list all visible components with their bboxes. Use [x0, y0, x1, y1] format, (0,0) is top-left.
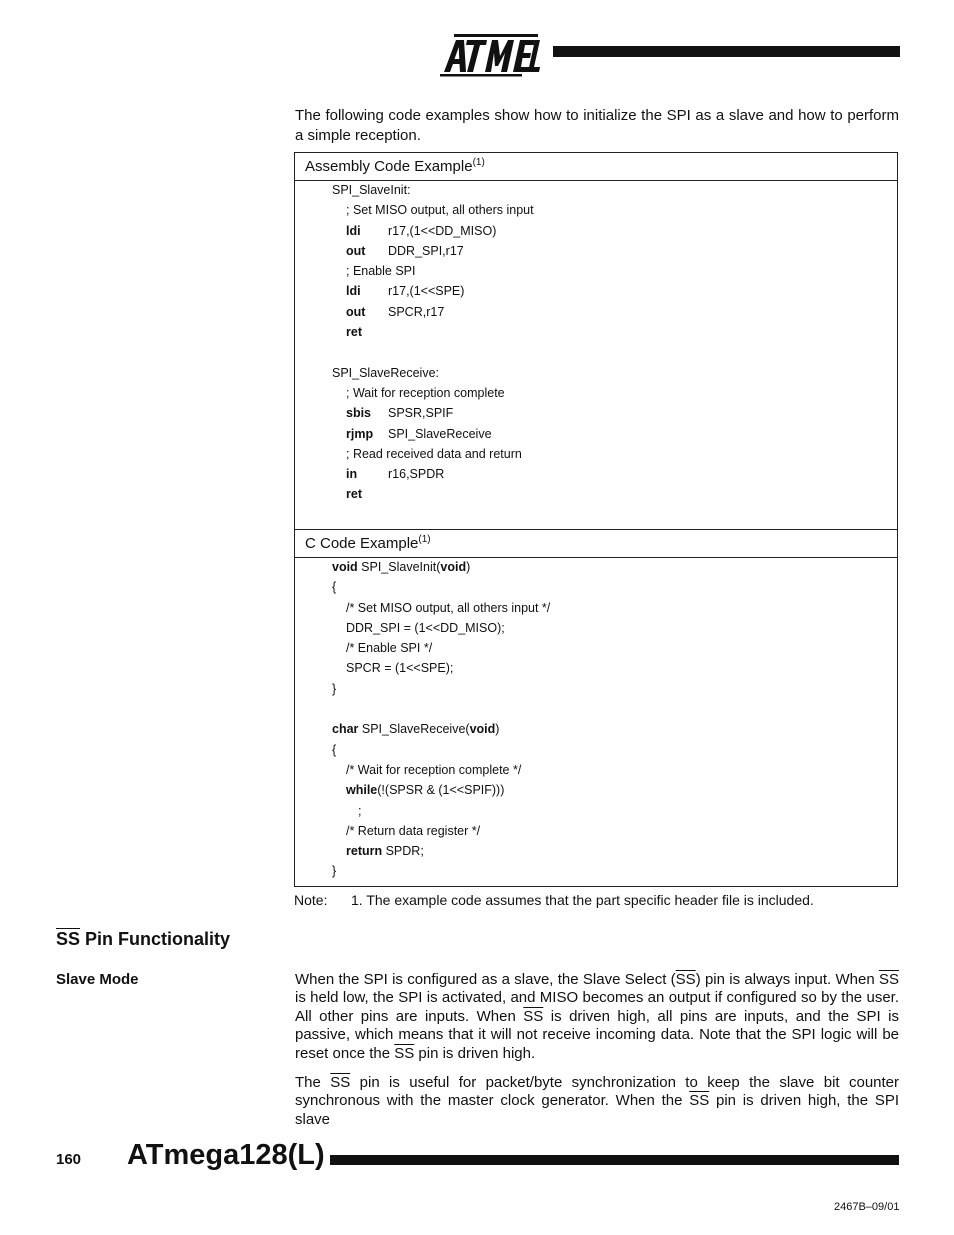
- code-instruction: [295, 484, 897, 504]
- paragraph-text: ) pin is always input. When: [695, 971, 879, 988]
- section-heading-signal: $\overline{SS}$: [56, 929, 81, 949]
- c-code-lines: [295, 557, 897, 882]
- paragraph-text: pin is useful for packet/byte synchronization to keep the slave bit counter synchronous with the master clock generator. When the: [295, 1074, 900, 1110]
- code-operand: SPI_SlaveReceive: [388, 426, 492, 441]
- body-paragraph: [295, 1074, 899, 1129]
- signal-name: $\overline{SS}$: [689, 1092, 710, 1110]
- assembly-code-title: Assembly Code Example: [305, 158, 473, 175]
- subsection-heading: Slave Mode: [56, 971, 139, 988]
- signal-name: $\overline{SS}$: [523, 1007, 544, 1025]
- code-line: [295, 618, 897, 638]
- code-text: /* Wait for reception complete */: [346, 762, 522, 777]
- code-line: [295, 699, 897, 719]
- paragraph-text: pin is driven high, the SPI slave: [295, 1092, 899, 1128]
- code-mnemonic: out: [346, 304, 366, 319]
- code-line: [295, 719, 897, 739]
- atmel-logo: [440, 28, 540, 78]
- code-text: SPCR = (1<<SPE);: [346, 661, 454, 676]
- code-mnemonic: ret: [346, 325, 362, 340]
- code-instruction: [295, 281, 897, 301]
- code-operand: r16,SPDR: [388, 467, 445, 482]
- code-text: }: [332, 681, 337, 696]
- signal-name: $\overline{SS}$: [878, 971, 899, 988]
- code-line: [295, 638, 897, 658]
- code-line: [295, 801, 897, 821]
- code-blank-line: [295, 342, 897, 362]
- footer-rule: [330, 1155, 899, 1165]
- code-operand: DDR_SPI,r17: [388, 243, 464, 258]
- code-comment: ; Read received data and return: [346, 446, 522, 461]
- paragraph-text: pin is driven high.: [414, 1044, 536, 1062]
- c-code-header: [295, 530, 897, 558]
- code-operand: r17,(1<<SPE): [388, 284, 465, 299]
- paragraph-text: is driven high, all pins are inputs, and the SPI is passive, which means that it will not receive incoming data. Note that the SPI logic will be reset once the: [295, 1007, 899, 1062]
- c-note-ref: (1): [418, 534, 431, 545]
- code-text: SPI_SlaveInit(: [357, 560, 441, 574]
- code-label: SPI_SlaveInit:: [332, 183, 411, 197]
- code-comment: ; Set MISO output, all others input: [346, 203, 534, 218]
- code-line: [295, 780, 897, 800]
- section-heading-text: Pin Functionality: [80, 929, 231, 949]
- code-mnemonic: in: [346, 467, 358, 482]
- assembly-code-box: [294, 152, 898, 530]
- assembly-code-lines: [295, 180, 897, 505]
- code-line: [295, 658, 897, 678]
- code-keyword: void: [469, 722, 496, 737]
- code-text: /* Return data register */: [346, 823, 481, 838]
- code-keyword: char: [332, 722, 359, 737]
- code-label: SPI_SlaveReceive:: [332, 365, 440, 380]
- intro-paragraph: The following code examples show how to initialize the SPI as a slave and how to perform a simple reception.: [295, 107, 899, 144]
- note-label: Note:: [294, 892, 328, 908]
- code-instruction: [295, 221, 897, 241]
- body-paragraph: [295, 971, 899, 1063]
- code-instruction: [295, 464, 897, 484]
- signal-name: $\overline{SS}$: [330, 1074, 351, 1091]
- code-line: [295, 557, 897, 577]
- code-keyword: return: [346, 844, 383, 859]
- note-text: 1. The example code assumes that the part specific header file is included.: [351, 892, 814, 908]
- c-code-title: C Code Example: [305, 535, 419, 552]
- code-line: [295, 821, 897, 841]
- code-text: SPDR;: [382, 844, 424, 859]
- code-mnemonic: sbis: [346, 406, 372, 421]
- footnote: [294, 891, 814, 909]
- section-heading: [56, 929, 230, 950]
- code-comment: ; Wait for reception complete: [346, 385, 505, 400]
- paragraph-text: is held low, the SPI is activated, and MISO becomes an output if configured so by the user. All other pins are inputs. When: [295, 989, 899, 1025]
- code-text: {: [332, 742, 337, 757]
- code-line: [295, 577, 897, 597]
- code-text: SPI_SlaveReceive(: [358, 722, 470, 737]
- code-line: [295, 679, 897, 699]
- code-mnemonic: out: [346, 243, 366, 258]
- document-code: 2467B–09/01: [834, 1201, 900, 1213]
- code-keyword: void: [440, 560, 467, 574]
- code-operand: SPCR,r17: [388, 304, 445, 319]
- code-comment: ; Enable SPI: [346, 264, 416, 279]
- code-text: /* Set MISO output, all others input */: [346, 600, 551, 615]
- code-text: /* Enable SPI */: [346, 641, 433, 656]
- code-operand: SPSR,SPIF: [388, 406, 454, 421]
- code-text: (!(SPSR & (1<<SPIF))): [377, 783, 505, 798]
- assembly-note-ref: (1): [472, 157, 485, 168]
- assembly-code-header: [295, 153, 897, 181]
- code-line: [295, 740, 897, 760]
- code-instruction: [295, 322, 897, 342]
- code-keyword: while: [346, 783, 378, 798]
- code-operand: r17,(1<<DD_MISO): [388, 223, 497, 238]
- signal-name: $\overline{SS}$: [675, 971, 696, 988]
- code-instruction: [295, 241, 897, 261]
- code-text: DDR_SPI = (1<<DD_MISO);: [346, 620, 505, 635]
- document-title: ATmega128(L): [127, 1139, 325, 1171]
- code-mnemonic: ldi: [346, 284, 361, 299]
- signal-name: $\overline{SS}$: [394, 1044, 415, 1062]
- code-instruction: [295, 424, 897, 444]
- code-text: ;: [358, 803, 362, 818]
- page-number: 160: [56, 1151, 82, 1168]
- code-text: {: [332, 580, 337, 595]
- code-mnemonic: ret: [346, 487, 362, 502]
- code-text: }: [332, 864, 337, 879]
- code-text: ): [466, 560, 471, 574]
- code-line: [295, 598, 897, 618]
- code-instruction: [295, 403, 897, 423]
- code-mnemonic: rjmp: [346, 426, 374, 441]
- code-instruction: [295, 302, 897, 322]
- paragraph-text: The: [295, 1074, 331, 1091]
- code-line: [295, 760, 897, 780]
- header-rule: [553, 46, 900, 57]
- paragraph-text: When the SPI is configured as a slave, the Slave Select (: [295, 971, 676, 988]
- code-line: [295, 841, 897, 861]
- code-mnemonic: ldi: [346, 223, 361, 238]
- code-keyword: void: [332, 560, 358, 574]
- code-line: [295, 861, 897, 881]
- c-code-box: [294, 530, 898, 887]
- code-text: ): [495, 722, 500, 737]
